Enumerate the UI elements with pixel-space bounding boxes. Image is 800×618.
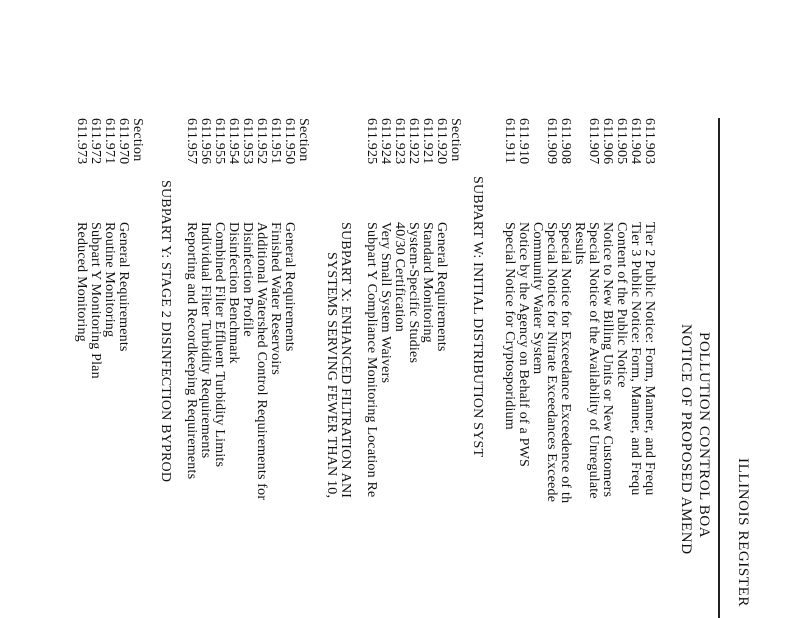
register-title: ILLINOIS REGISTER xyxy=(735,458,751,607)
section-label: Section xyxy=(296,118,311,162)
section-title: Disinfection Benchmark xyxy=(226,222,241,364)
section-title: General Requirements xyxy=(282,222,297,352)
section-number: 611.909 xyxy=(544,118,559,165)
subpart-x-heading: SUBPART X: ENHANCED FILTRATION ANI xyxy=(338,222,353,499)
subpart-w-heading: SUBPART W: INITIAL DISTRIBUTION SYST xyxy=(470,176,485,458)
section-number: 611.956 xyxy=(198,118,213,165)
section-title: Additional Watershed Control Requirements for xyxy=(254,222,269,501)
section-title: System-Specific Studies xyxy=(406,222,421,364)
section-number: 611.920 xyxy=(434,118,449,165)
section-number: 611.908 xyxy=(558,118,573,165)
section-number: 611.952 xyxy=(254,118,269,165)
section-title-continued: Community Water System xyxy=(530,222,545,375)
section-title: Reduced Monitoring xyxy=(74,222,89,342)
section-title: Special Notice for Cryptosporidium xyxy=(502,222,517,430)
section-number: 611.921 xyxy=(420,118,435,165)
section-number: 611.970 xyxy=(116,118,131,165)
section-title: Subpart Y Monitoring Plan xyxy=(88,222,103,379)
section-number: 611.950 xyxy=(282,118,297,165)
section-number: 611.925 xyxy=(364,118,379,165)
section-title: Disinfection Profile xyxy=(240,222,255,337)
header-rule xyxy=(718,118,720,618)
section-number: 611.923 xyxy=(392,118,407,165)
section-title: Routine Monitoring xyxy=(102,222,117,338)
section-title: Finished Water Reservoirs xyxy=(268,222,283,375)
section-title: General Requirements xyxy=(434,222,449,352)
section-title: Special Notice for Nitrate Exceedances Exceede xyxy=(544,222,559,503)
board-heading: POLLUTION CONTROL BOA xyxy=(696,332,712,539)
notice-heading: NOTICE OF PROPOSED AMEND xyxy=(678,324,694,555)
section-label: Section xyxy=(448,118,463,162)
section-number: 611.924 xyxy=(378,118,393,165)
section-title: Individual Filter Turbidity Requirements xyxy=(198,222,213,459)
subpart-x-heading-line2: SYSTEMS SERVING FEWER THAN 10, xyxy=(324,252,339,499)
section-title: Standard Monitoring xyxy=(420,222,435,343)
section-number: 611.973 xyxy=(74,118,89,165)
section-title: Content of the Public Notice xyxy=(614,222,629,388)
section-label: Section xyxy=(130,118,145,162)
section-title: Notice to New Billing Units or New Customers xyxy=(600,222,615,498)
section-number: 611.907 xyxy=(586,118,601,165)
section-number: 611.972 xyxy=(88,118,103,165)
section-number: 611.910 xyxy=(516,118,531,165)
section-title: General Requirements xyxy=(116,222,131,352)
section-title: Combined Filter Effluent Turbidity Limits xyxy=(212,222,227,468)
section-title: Special Notice for Exceedance Exceedence of th xyxy=(558,222,573,504)
section-number: 611.911 xyxy=(502,118,517,164)
section-number: 611.953 xyxy=(240,118,255,165)
section-number: 611.903 xyxy=(642,118,657,165)
section-title: Subpart Y Compliance Monitoring Location Re xyxy=(364,222,379,498)
subpart-y-heading: SUBPART Y: STAGE 2 DISINFECTION BYPROD xyxy=(158,180,173,483)
section-number: 611.904 xyxy=(628,118,643,165)
section-number: 611.905 xyxy=(614,118,629,165)
section-number: 611.957 xyxy=(184,118,199,165)
section-title-continued: Results xyxy=(572,222,587,265)
section-title: Reporting and Recordkeeping Requirements xyxy=(184,222,199,480)
section-title: Tier 3 Public Notice: Form, Manner, and Frequ xyxy=(628,222,643,496)
section-number: 611.922 xyxy=(406,118,421,165)
section-title: Special Notice of the Availability of Unregulate xyxy=(586,222,601,499)
section-number: 611.954 xyxy=(226,118,241,165)
section-title: Notice by the Agency on Behalf of a PWS xyxy=(516,222,531,467)
section-title: 40/30 Certification xyxy=(392,222,407,332)
section-title: Tier 2 Public Notice: Form, Manner, and Frequ xyxy=(642,222,657,496)
section-number: 611.955 xyxy=(212,118,227,165)
section-title: Very Small System Waivers xyxy=(378,222,393,384)
section-number: 611.971 xyxy=(102,118,117,165)
section-number: 611.951 xyxy=(268,118,283,165)
section-number: 611.906 xyxy=(600,118,615,165)
